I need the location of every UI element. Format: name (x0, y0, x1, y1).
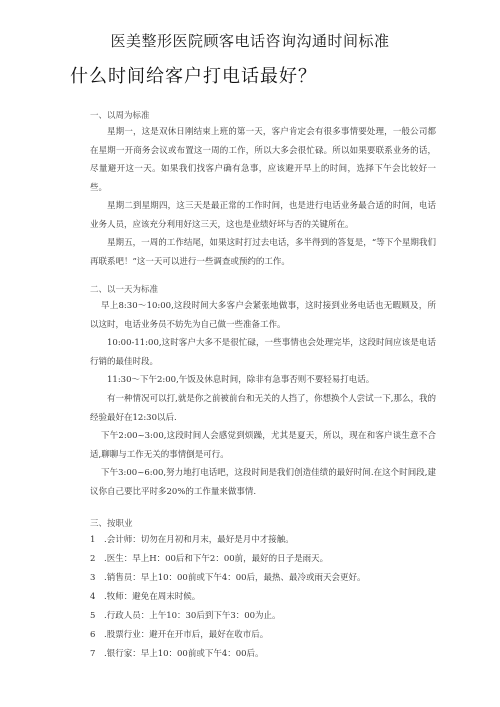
paragraph-early-afternoon: 下午2:00~3:00,这段时间人会感觉到烦躁，尤其是夏天，所以，现在和客户谈生意不合适,聊聊与工作无关的事情倒是可行。 (90, 431, 436, 460)
list-item: 3 .销售员：早上10：00前或下午4：00后，最热、最冷或雨天会更好。 (90, 573, 366, 583)
paragraph-morning: 早上8:30～10:00,这段时间大多客户会紧张地做事，这时接到业务电话也无暇顾及，所以这时，电话业务员不妨先为自己做一些准备工作。 (90, 301, 436, 330)
list-item: 4 .牧师：避免在周末时候。 (90, 592, 201, 602)
document-title: 医美整形医院顾客电话咨询沟通时间标准 (110, 32, 390, 50)
paragraph-tuesday-thursday: 星期二到星期四，这三天是最正常的工作时间，也是进行电话业务最合适的时间，电话业务人员，应该充分利用好这三天，这也是业绩好坏与否的关键所在。 (90, 201, 436, 230)
list-item: 2 .医生：早上H：00后和下午2：00前，最好的日子是雨天。 (90, 554, 329, 564)
list-item: 6 .股票行业：避开在开市后，最好在收市后。 (90, 630, 269, 640)
list-item: 7 .银行家：早上10：00前或下午4：00后。 (90, 649, 264, 659)
list-item: 1 .会计师：切勿在月初和月末，最好是月中才接触。 (90, 535, 294, 545)
paragraph-monday: 星期一，这是双休日刚结束上班的第一天，客户肯定会有很多事情要处理，一般公司都在星期一开商务会议或布置这一周的工作，所以大多会很忙碌。所以如果要联系业务的话，尽量避开这一天。如果我们找客户确有急事，应该避开早上的时间，选择下午会比较好一些。 (90, 127, 436, 193)
section-heading-week: 一、以周为标准 (90, 111, 150, 121)
document-subtitle: 什么时间给客户打电话最好？ (70, 66, 317, 87)
list-item: 5 .行政人员：上午10：30后到下午3：00为止。 (90, 611, 281, 621)
paragraph-late-morning: 10:00-11:00,这时客户大多不是很忙碌，一些事情也会处理完毕，这段时间应该是电话行销的最佳时段。 (90, 338, 436, 367)
section-heading-profession: 三、按职业 (90, 519, 133, 529)
paragraph-lunch: 11:30～下午2:00,午饭及休息时间，除非有急事否则不要轻易打电话。 (107, 375, 375, 385)
paragraph-friday: 星期五，一周的工作结尾，如果这时打过去电话，多半得到的答复是，“等下个星期我们再联系吧！”这一天可以进行一些调查或预约的工作。 (90, 238, 436, 267)
section-heading-day: 二、以一天为标准 (90, 285, 159, 295)
paragraph-late-afternoon: 下午3:00~6:00,努力地打电话吧，这段时间是我们创造佳绩的最好时间.在这个时间段,建议你自己要比平时多20%的工作量来做事情. (90, 468, 436, 497)
paragraph-exception: 有一种情况可以打,就是你之前被前台和无关的人挡了，你想换个人尝试一下,那么，我的经验最好在12:30以后. (90, 394, 436, 423)
